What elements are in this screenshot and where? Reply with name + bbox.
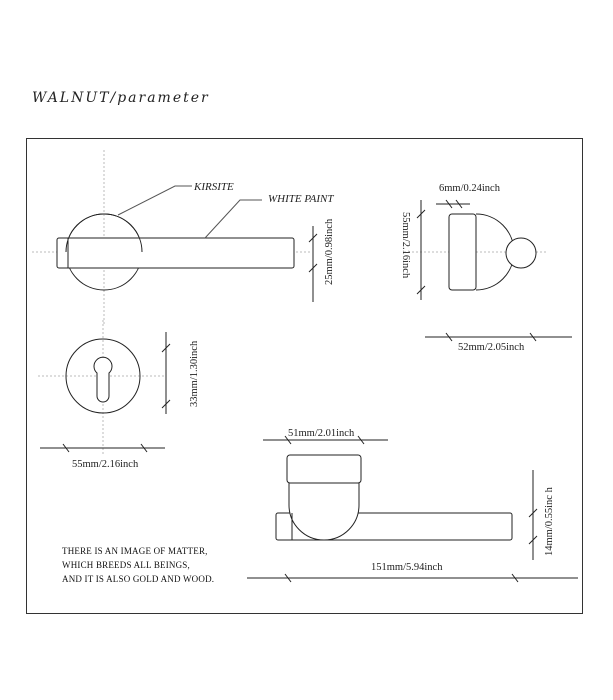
dim-side-height: 55mm/2.16inch [400, 212, 411, 279]
dim-escutcheon-height: 33mm/1.30inch [189, 340, 200, 407]
side-knob [506, 238, 536, 268]
dim-lever-height: 25mm/0.98inch [324, 218, 335, 285]
leader-white-paint [205, 200, 262, 238]
note-line-3: AND IT IS ALSO GOLD AND WOOD. [62, 574, 215, 584]
page-title: WALNUT/parameter [32, 90, 210, 106]
leader-kirsite [118, 186, 192, 215]
side-view [404, 200, 572, 341]
lever-bar [57, 238, 294, 268]
keyhole [94, 357, 112, 402]
callout-white-paint: WHITE PAINT [268, 193, 334, 205]
top-rose [287, 455, 361, 483]
dim-rose-width: 6mm/0.24inch [439, 183, 500, 194]
top-view [247, 436, 578, 582]
dim-top-width: 51mm/2.01inch [288, 428, 355, 439]
note-line-1: THERE IS AN IMAGE OF MATTER, [62, 546, 208, 556]
dim-escutcheon-width: 55mm/2.16inch [72, 459, 139, 470]
side-rose [449, 214, 476, 290]
dim-side-depth: 52mm/2.05inch [458, 342, 525, 353]
note-line-2: WHICH BREEDS ALL BEINGS, [62, 560, 190, 570]
dim-total-length: 151mm/5.94inch [371, 562, 443, 573]
escutcheon-view [38, 320, 170, 455]
dim-lever-thickness: 14mm/0.55inc h [544, 487, 555, 556]
callout-kirsite: KIRSITE [194, 181, 234, 193]
front-view [32, 150, 317, 325]
